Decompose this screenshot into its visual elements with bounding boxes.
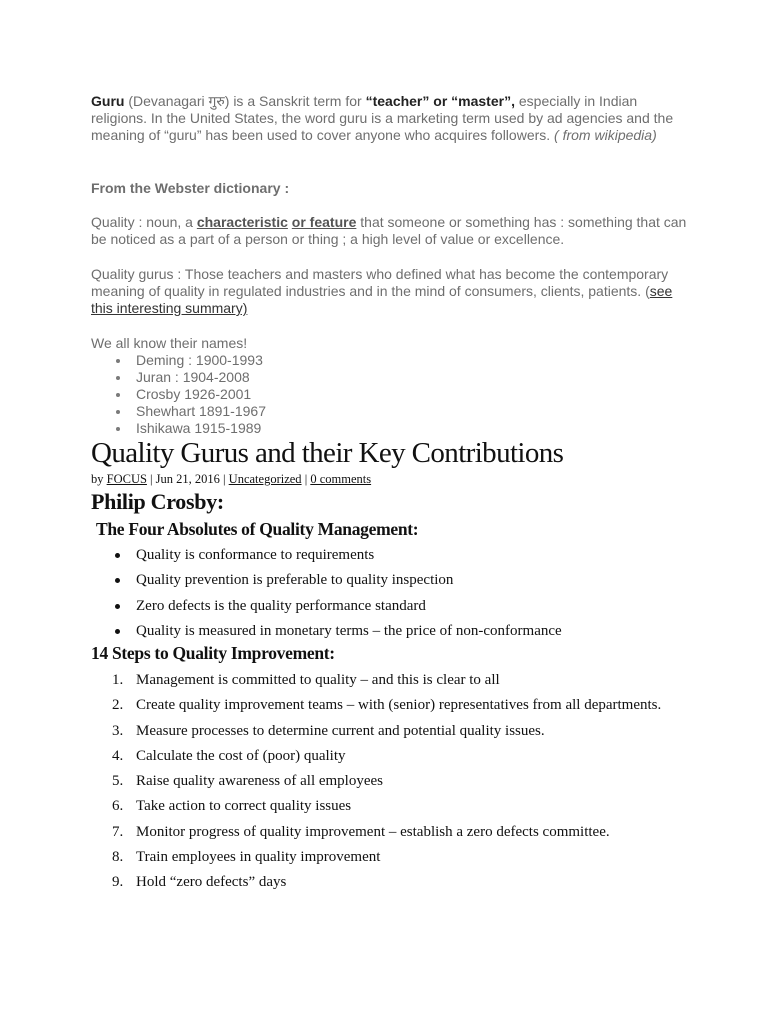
feature-term: or feature [291, 214, 357, 230]
devanagari-word: गुरु [208, 93, 225, 109]
wikipedia-source: ( from wikipedia) [550, 127, 657, 143]
absolute-item: Quality is conformance to requirements [91, 543, 562, 568]
step-item [91, 719, 681, 744]
step-number: 7. [112, 823, 124, 840]
sanskrit-text: ) is a Sanskrit term for [224, 93, 366, 109]
step-text: Monitor progress of quality improvement – establish a zero defects committee. [136, 823, 610, 840]
absolute-item: Quality is measured in monetary terms – the price of non-conformance [91, 619, 562, 644]
guru-name-item: Crosby 1926-2001 [91, 386, 266, 403]
absolutes-heading: The Four Absolutes of Quality Management: [96, 519, 419, 539]
guru-name-item: Juran : 1904-2008 [91, 369, 266, 386]
author-link[interactable]: FOCUS [106, 472, 147, 486]
teacher-master-text: “teacher” or “master”, [365, 93, 515, 109]
steps-list [91, 668, 681, 896]
step-text: Measure processes to determine current and potential quality issues. [136, 722, 545, 739]
steps-heading: 14 Steps to Quality Improvement: [91, 643, 335, 663]
step-item [91, 668, 681, 693]
comments-link[interactable]: 0 comments [310, 472, 372, 486]
quality-gurus-definition [91, 266, 691, 317]
step-text: Hold “zero defects” days [136, 874, 287, 891]
step-item [91, 744, 681, 769]
step-number: 3. [112, 722, 124, 739]
summary-link[interactable]: see this interesting summary) [91, 283, 673, 316]
step-number: 9. [112, 874, 124, 891]
article-title: Quality Gurus and their Key Contributions [91, 437, 564, 469]
absolute-item: Quality prevention is preferable to quality inspection [91, 568, 562, 593]
step-text: Raise quality awareness of all employees [136, 773, 384, 790]
characteristic-term: characteristic [196, 214, 288, 230]
step-number: 6. [112, 798, 124, 815]
step-item [91, 820, 681, 845]
step-number: 5. [112, 773, 124, 790]
step-item [91, 769, 681, 794]
guru-definition-paragraph [91, 93, 691, 144]
step-text: Take action to correct quality issues [136, 798, 352, 815]
article-byline [91, 471, 371, 487]
step-item [91, 794, 681, 819]
gurus-names-list [91, 352, 266, 437]
step-item [91, 693, 681, 718]
step-text: Create quality improvement teams – with (senior) representatives from all departments. [136, 697, 662, 714]
step-number: 2. [112, 697, 124, 714]
guru-term: Guru [91, 93, 125, 109]
definition-prefix: Quality : noun, a [91, 214, 197, 230]
byline-by: by [91, 472, 107, 486]
absolutes-list [91, 543, 562, 644]
names-intro: We all know their names! [91, 335, 248, 351]
step-number: 8. [112, 849, 124, 866]
byline-date: | Jun 21, 2016 | [146, 472, 229, 486]
step-text: Management is committed to quality – and this is clear to all [136, 672, 500, 688]
step-item [91, 870, 681, 895]
guru-name-item: Shewhart 1891-1967 [91, 403, 266, 420]
step-number: 1. [112, 672, 124, 688]
guru-name-item: Ishikawa 1915-1989 [91, 420, 266, 437]
crosby-heading: Philip Crosby: [91, 489, 224, 514]
gurus-definition-text: Quality gurus : Those teachers and masters who defined what has become the contemporary meaning of quality in regulated industries and in the mind of consumers, clients, patients. ( [91, 266, 669, 299]
quality-definition [91, 214, 691, 248]
step-text: Train employees in quality improvement [136, 849, 381, 866]
step-item [91, 845, 681, 870]
definition-rest: that someone or something has : something that can be noticed as a part of a person or thing ; a high level of value or excellence. [91, 214, 687, 247]
webster-heading: From the Webster dictionary : [91, 180, 290, 196]
guru-rest-text: especially in Indian religions. In the United States, the word guru is a marketing term used by ad agencies and the meaning of “guru” has been used to cover anyone who acquires followers. [91, 93, 674, 143]
category-link[interactable]: Uncategorized [228, 472, 302, 486]
devanagari-prefix: (Devanagari [124, 93, 209, 109]
step-number: 4. [112, 747, 124, 764]
byline-separator: | [301, 472, 311, 486]
guru-name-item: Deming : 1900-1993 [91, 352, 266, 369]
absolute-item: Zero defects is the quality performance standard [91, 594, 562, 619]
step-text: Calculate the cost of (poor) quality [136, 747, 346, 764]
